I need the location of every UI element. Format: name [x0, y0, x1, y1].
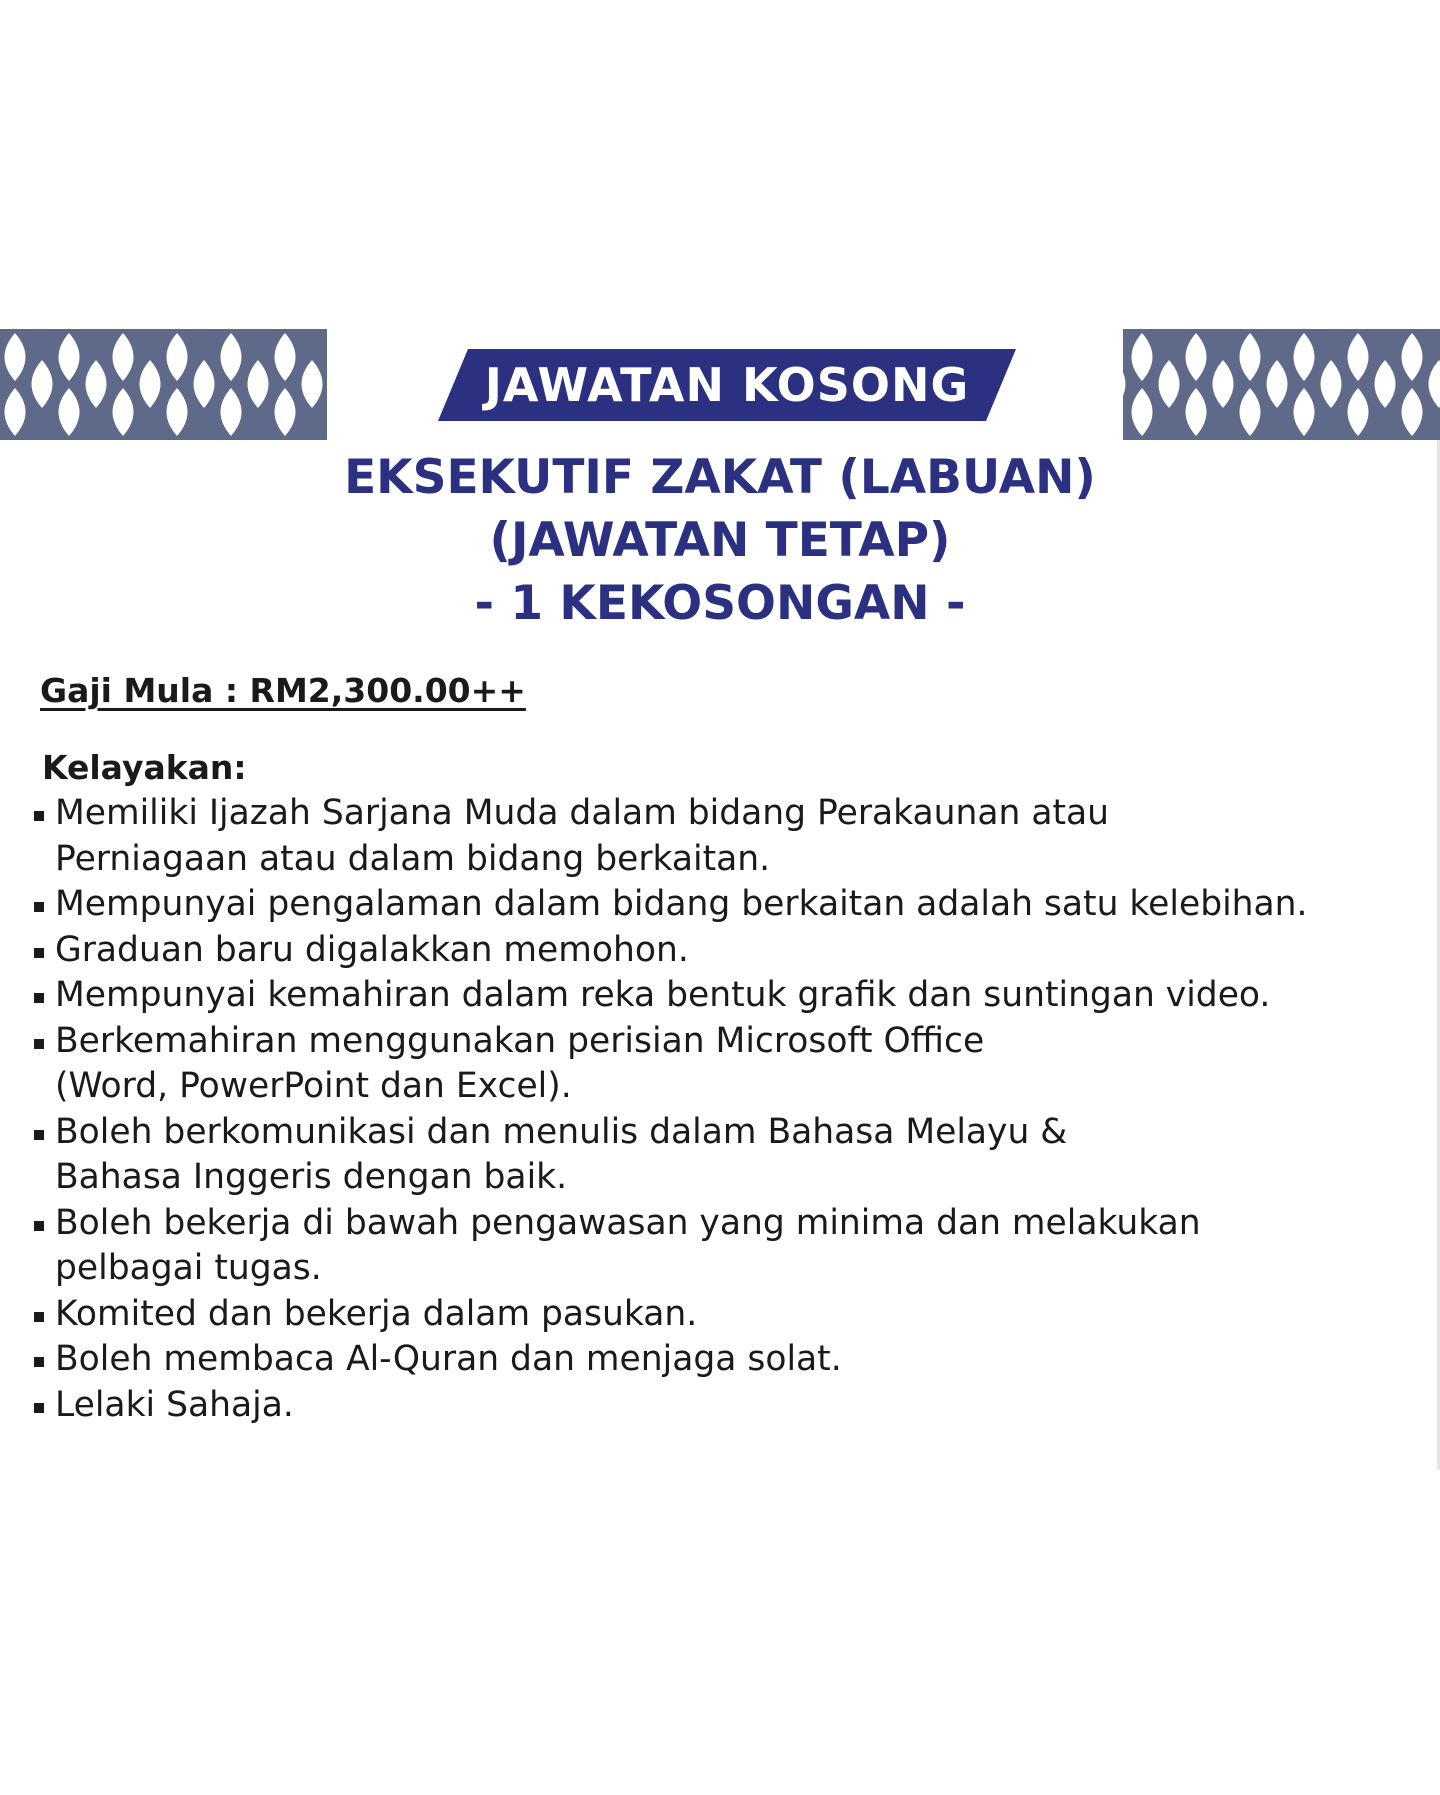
- list-item: [34, 973, 1424, 1019]
- starting-salary: Gaji Mula : RM2,300.00++: [40, 671, 526, 710]
- list-item-text: Boleh membaca Al-Quran dan menjaga solat.: [55, 1339, 842, 1379]
- list-item: [34, 791, 1424, 882]
- list-item-text: Bahasa Inggeris dengan baik.: [55, 1157, 568, 1197]
- list-item: [34, 882, 1424, 928]
- list-item-text: Lelaki Sahaja.: [55, 1384, 294, 1425]
- bullet-icon: [34, 993, 44, 1003]
- list-item-text: Mempunyai kemahiran dalam reka bentuk grafik dan suntingan video.: [55, 975, 1271, 1015]
- list-item-text: pelbagai tugas.: [55, 1248, 322, 1288]
- job-title: EKSEKUTIF ZAKAT (LABUAN): [344, 450, 1096, 505]
- vacancy-count: - 1 KEKOSONGAN -: [474, 576, 966, 631]
- bullet-icon: [34, 902, 44, 912]
- list-item-text: Komited dan bekerja dalam pasukan.: [55, 1293, 698, 1334]
- list-item-text: Graduan baru digalakkan memohon.: [55, 929, 689, 970]
- list-item: [34, 1292, 1424, 1338]
- bullet-icon: [34, 1403, 44, 1413]
- qualifications-list: [34, 791, 1424, 1428]
- bullet-icon: [34, 811, 44, 821]
- bullet-icon: [34, 1039, 44, 1049]
- list-item: [34, 1201, 1424, 1292]
- list-item-text: Perniagaan atau dalam bidang berkaitan.: [55, 838, 771, 879]
- job-type: (JAWATAN TETAP): [489, 513, 951, 568]
- decorative-pattern-right: [1123, 329, 1440, 440]
- list-item: [34, 1019, 1424, 1110]
- list-item: [34, 928, 1424, 974]
- list-item-text: Boleh bekerja di bawah pengawasan yang minima dan melakukan: [55, 1202, 1201, 1243]
- list-item-text: Mempunyai pengalaman dalam bidang berkaitan adalah satu kelebihan.: [55, 884, 1308, 924]
- bullet-icon: [34, 948, 44, 958]
- list-item-text: Berkemahiran menggunakan perisian Microsoft Office: [55, 1020, 985, 1061]
- qualifications-heading: Kelayakan:: [42, 748, 247, 787]
- list-item: [34, 1383, 1424, 1429]
- job-title-block: [0, 446, 1440, 635]
- list-item-text: Memiliki Ijazah Sarjana Muda dalam bidang Perakaunan atau: [55, 793, 1110, 833]
- vacancy-banner: [438, 349, 1016, 421]
- decorative-pattern-left: [0, 329, 327, 440]
- list-item-text: Boleh berkomunikasi dan menulis dalam Bahasa Melayu &: [55, 1111, 1068, 1152]
- banner-label: JAWATAN KOSONG: [484, 358, 970, 412]
- list-item-text: (Word, PowerPoint dan Excel).: [55, 1066, 572, 1106]
- list-item: [34, 1110, 1424, 1201]
- bullet-icon: [34, 1130, 44, 1140]
- bullet-icon: [34, 1357, 44, 1367]
- bullet-icon: [34, 1221, 44, 1231]
- list-item: [34, 1337, 1424, 1383]
- bullet-icon: [34, 1312, 44, 1322]
